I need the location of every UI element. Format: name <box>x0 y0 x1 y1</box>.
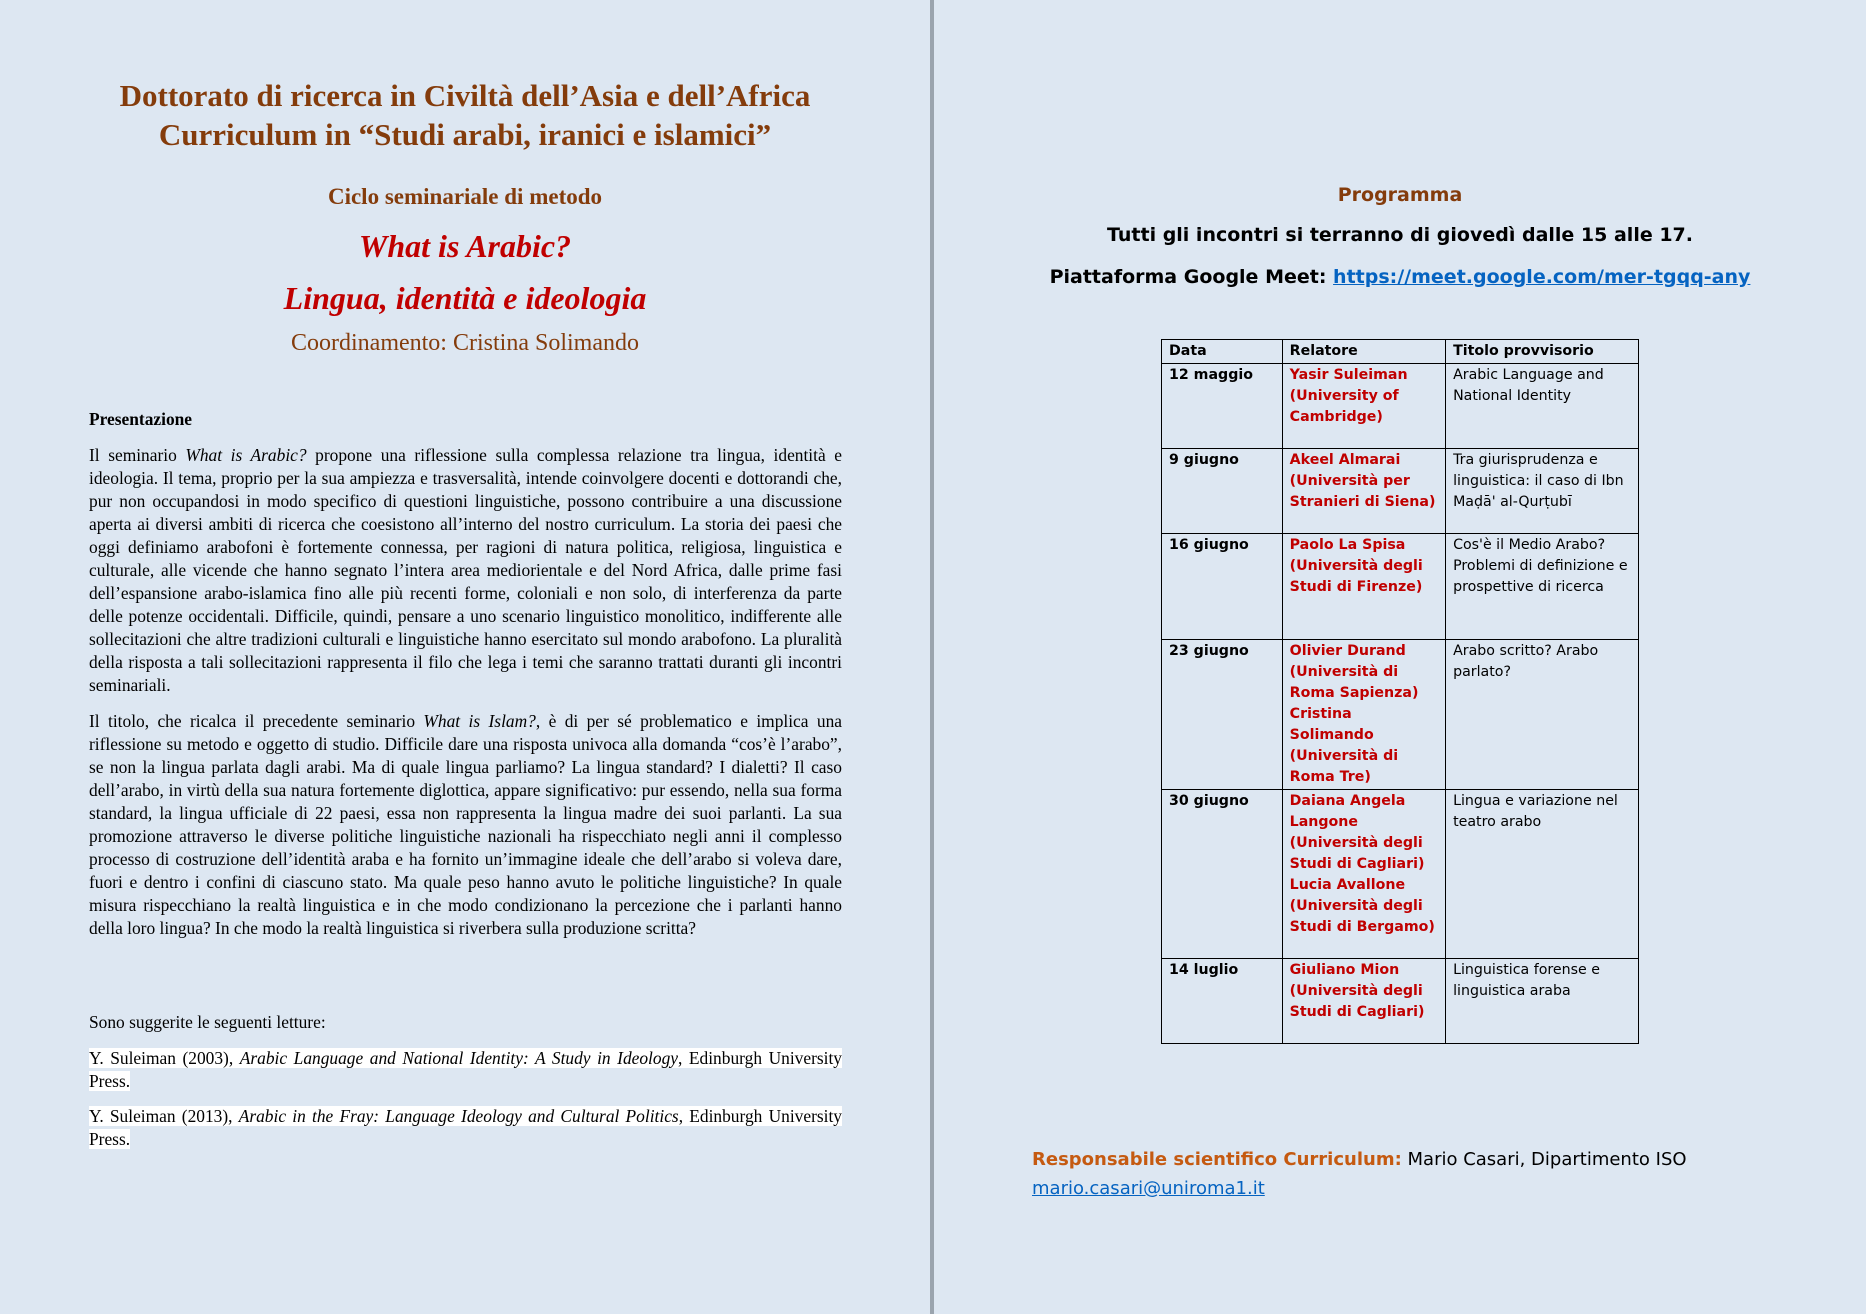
schedule-note: Tutti gli incontri si terranno di giovedì dalle 15 alle 17. <box>1107 224 1693 246</box>
row-date: 9 giugno <box>1162 449 1283 534</box>
paragraph-1 <box>89 444 842 697</box>
seminar-subtitle: Lingua, identità e ideologia <box>283 280 647 316</box>
meet-link[interactable]: https://meet.google.com/mer-tgqq-any <box>1333 266 1751 288</box>
row-date: 30 giugno <box>1162 790 1283 959</box>
ref1-title: Arabic Language and National Identity: A Study in Ideology <box>239 1048 678 1068</box>
row-speaker: Olivier Durand (Università di Roma Sapienza) Cristina Solimando (Università di Roma Tre) <box>1282 640 1445 790</box>
readings-intro: Sono suggerite le seguenti letture: <box>89 1012 326 1032</box>
p2-text-a: Il titolo, che ricalca il precedente seminario <box>89 711 424 731</box>
table-row <box>1162 534 1639 640</box>
programma-heading: Programma <box>1337 184 1463 206</box>
row-date: 12 maggio <box>1162 364 1283 449</box>
row-speaker: Paolo La Spisa (Università degli Studi di Firenze) <box>1282 534 1445 640</box>
title-line-1: Dottorato di ricerca in Civiltà dell’Asia e dell’Africa <box>119 78 811 113</box>
ciclo-heading: Ciclo seminariale di metodo <box>327 184 603 209</box>
coordination: Coordinamento: Cristina Solimando <box>291 330 639 356</box>
responsabile-name: Mario Casari, Dipartimento ISO <box>1401 1149 1687 1170</box>
reference-1 <box>89 1047 842 1093</box>
row-title: Cos'è il Medio Arabo? Problemi di definizione e prospettive di ricerca <box>1446 534 1639 640</box>
meet-platform <box>934 266 1866 288</box>
row-title: Arabic Language and National Identity <box>1446 364 1639 449</box>
table-row <box>1162 640 1639 790</box>
row-speaker: Daiana Angela Langone (Università degli Studi di Cagliari) Lucia Avallone (Università degli Studi di Bergamo) <box>1282 790 1445 959</box>
header-titolo: Titolo provvisorio <box>1446 340 1639 364</box>
row-speaker: Giuliano Mion (Università degli Studi di Cagliari) <box>1282 959 1445 1044</box>
reference-2 <box>89 1105 842 1151</box>
responsabile-block <box>1032 1145 1687 1203</box>
ref1-publisher: , Edinburgh University Press. <box>89 1048 842 1091</box>
p1-italic: What is Arabic? <box>185 445 307 465</box>
left-page <box>0 0 930 1314</box>
responsabile-label: Responsabile scientifico Curriculum: <box>1032 1149 1402 1170</box>
row-title: Arabo scritto? Arabo parlato? <box>1446 640 1639 790</box>
table-row <box>1162 959 1639 1044</box>
ref2-publisher: , Edinburgh University Press. <box>89 1106 842 1149</box>
row-speaker: Akeel Almarai (Università per Stranieri di Siena) <box>1282 449 1445 534</box>
p1-text-a: Il seminario <box>89 445 186 465</box>
seminar-title: What is Arabic? <box>358 228 572 264</box>
header-data: Data <box>1162 340 1283 364</box>
meet-label: Piattaforma Google Meet: <box>1049 266 1334 288</box>
email-link[interactable]: mario.casari@uniroma1.it <box>1032 1178 1265 1199</box>
p2-text-b: , è di per sé problematico e implica una riflessione su metodo e oggetto di studio. Difficile dare una risposta univoca alla domanda “cos’è l’arabo”, se non la lingua parlata dagli arabi. Ma di quale lingua parliamo? La lingua standard? I dialetti? Il caso dell’arabo, in virtù della sua natura fortemente diglottica, appare significativo: pur essendo, nella sua forma standard, la lingua ufficiale di 22 paesi, essa non rappresenta la lingua madre dei suoi parlanti. La sua promozione attraverso le diverse politiche linguistiche nazionali ha rispecchiato negli anni il complesso processo di costruzione dell’identità araba e ha fornito un’immagine ideale che dell’arabo si voleva dare, fuori e dentro i confini di ciascuno stato. Ma quale peso hanno avuto le politiche linguistiche? In quale misura rispecchiano la realtà linguistica e in che modo condizionano la percezione che i parlanti hanno della loro lingua? In che modo la realtà linguistica si riverbera sulla produzione scritta? <box>89 711 842 938</box>
row-title: Lingua e variazione nel teatro arabo <box>1446 790 1639 959</box>
schedule-table <box>1161 339 1639 1044</box>
row-date: 23 giugno <box>1162 640 1283 790</box>
table-row <box>1162 364 1639 449</box>
presentazione-heading: Presentazione <box>89 409 193 429</box>
row-title: Tra giurisprudenza e linguistica: il caso di Ibn Maḍā' al-Qurṭubī <box>1446 449 1639 534</box>
paragraph-2 <box>89 710 842 940</box>
ref2-title: Arabic in the Fray: Language Ideology and Cultural Politics <box>238 1106 679 1126</box>
table-row <box>1162 790 1639 959</box>
row-title: Linguistica forense e linguistica araba <box>1446 959 1639 1044</box>
header-relatore: Relatore <box>1282 340 1445 364</box>
responsabile-line <box>1032 1145 1687 1174</box>
title-line-2: Curriculum in “Studi arabi, iranici e islamici” <box>158 117 772 152</box>
row-date: 16 giugno <box>1162 534 1283 640</box>
ref1-author: Y. Suleiman (2003), <box>89 1048 240 1068</box>
schedule-body <box>1162 364 1639 1044</box>
row-date: 14 luglio <box>1162 959 1283 1044</box>
right-page <box>934 0 1866 1314</box>
program-title <box>0 76 930 154</box>
table-header-row <box>1162 340 1639 364</box>
p2-italic: What is Islam? <box>423 711 536 731</box>
table-row <box>1162 449 1639 534</box>
p1-text-b: propone una riflessione sulla complessa relazione tra lingua, identità e ideologia. Il tema, proprio per la sua ampiezza e trasversalità, intende coinvolgere docenti e dottorandi che, pur non occupandosi in modo specifico di questioni linguistiche, possono contribuire a una discussione aperta ai diversi ambiti di ricerca che coesistono all’interno del nostro curriculum. La storia dei paesi che oggi definiamo arabofoni è fortemente connessa, per ragioni di natura politica, religiosa, linguistica e culturale, alle vicende che hanno segnato l’intera area mediorientale e del Nord Africa, dalle prime fasi dell’espansione arabo-islamica fino alle più recenti forme, coloniali e non solo, di interferenza da parte delle potenze occidentali. Difficile, quindi, pensare a uno scenario linguistico monolitico, indifferente alle sollecitazioni che altre tradizioni culturali e linguistiche hanno esercitato sul mondo arabofono. La pluralità della risposta a tali sollecitazioni rappresenta il filo che lega i temi che saranno trattati duranti gli incontri seminariali. <box>89 445 842 695</box>
ref2-author: Y. Suleiman (2013), <box>89 1106 239 1126</box>
row-speaker: Yasir Suleiman (University of Cambridge) <box>1282 364 1445 449</box>
